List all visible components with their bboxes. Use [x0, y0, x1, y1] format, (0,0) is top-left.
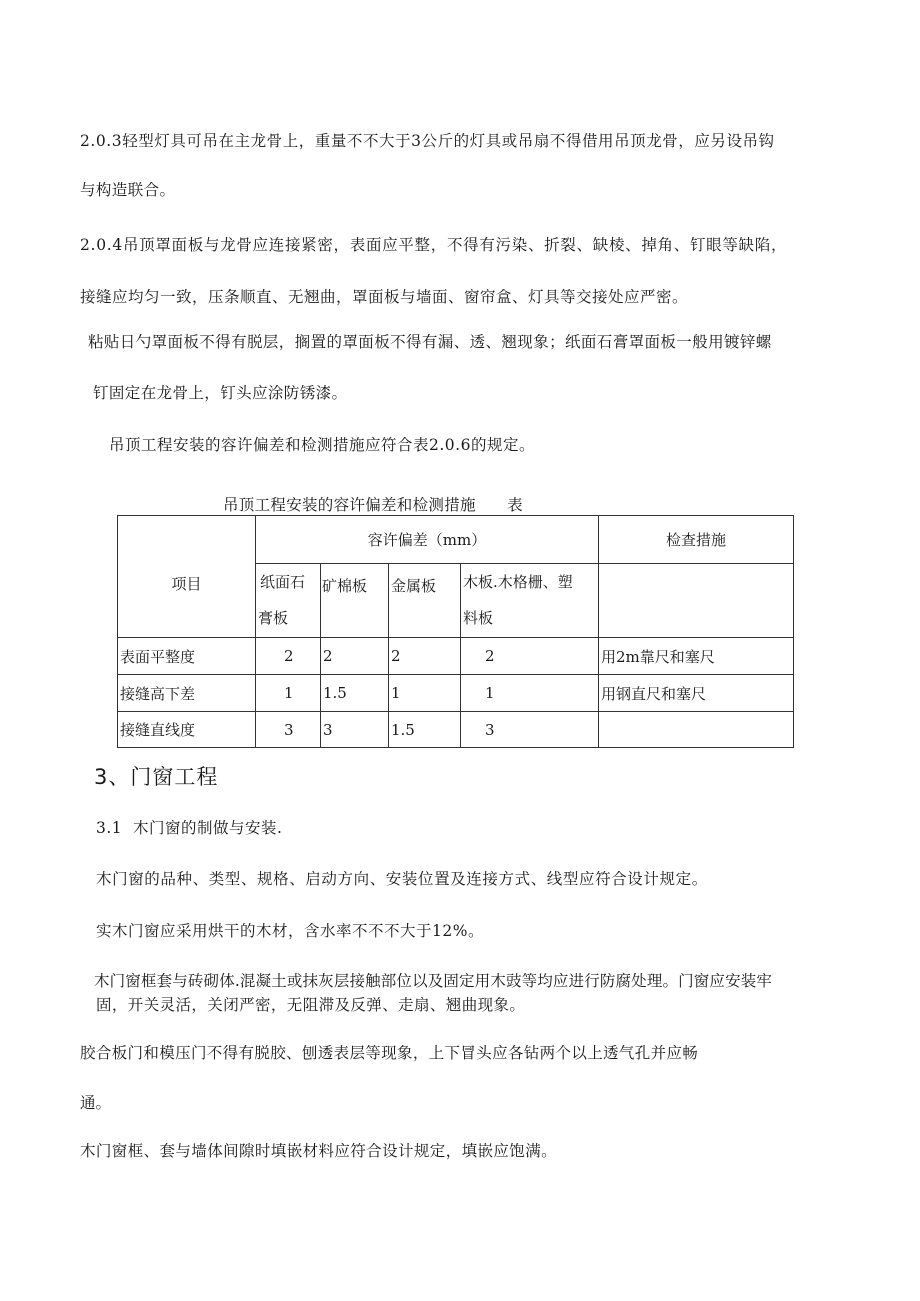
paragraph-2-0-3-line1: 2.0.3轻型灯具可吊在主龙骨上，重量不不大于3公斤的灯具或吊扇不得借用吊顶龙骨，应另设吊钩 — [80, 132, 775, 150]
row-item: 接缝直线度 — [118, 712, 256, 748]
table-caption: 吊顶工程安装的容许偏差和检测措施 表 — [223, 496, 523, 514]
row-value: 2 — [389, 638, 461, 675]
header-wood-plastic — [461, 564, 599, 638]
paragraph-table-ref: 吊顶工程安装的容许偏差和检测措施应符合表2.0.6的规定。 — [109, 436, 535, 454]
header-gypsum — [256, 564, 321, 638]
paragraph-plywood-door-line2: 通。 — [80, 1094, 112, 1112]
row-item: 接缝高下差 — [118, 675, 256, 712]
header-item: 项目 — [118, 516, 256, 638]
header-mineral-wool — [321, 564, 389, 638]
paragraph-fill-material: 木门窗框、套与墙体间隙时填嵌材料应符合设计规定，填嵌应饱满。 — [80, 1142, 558, 1160]
table-row — [118, 638, 794, 675]
row-value: 2 — [321, 638, 389, 675]
row-check: 用2m靠尺和塞尺 — [599, 638, 794, 675]
row-value: 3 — [461, 712, 599, 748]
row-item: 表面平整度 — [118, 638, 256, 675]
row-value: 3 — [321, 712, 389, 748]
row-value: 1 — [461, 675, 599, 712]
header-gypsum-l2: 膏板 — [258, 609, 289, 627]
paragraph-panel-line2: 钉固定在龙骨上，钉头应涂防锈漆。 — [93, 384, 348, 402]
section-3-title: 3、门窗工程 — [94, 765, 219, 789]
row-check — [599, 712, 794, 748]
row-value: 1 — [256, 675, 321, 712]
header-metal-label: 金属板 — [391, 577, 437, 595]
paragraph-anticorrosion-line2: 固，开关灵活，关闭严密，无阻滞及反弹、走扇、翘曲现象。 — [96, 996, 526, 1014]
row-check: 用钢直尺和塞尺 — [599, 675, 794, 712]
table-row — [118, 675, 794, 712]
row-value: 1.5 — [389, 712, 461, 748]
paragraph-2-0-4-line2: 接缝应均匀一致，压条顺直、无翘曲，罩面板与墙面、窗帘盒、灯具等交接处应严密。 — [80, 288, 689, 306]
header-tolerance: 容许偏差（mm） — [256, 516, 599, 564]
header-gypsum-l1: 纸面石 — [260, 573, 306, 591]
tolerance-table — [117, 515, 794, 748]
paragraph-plywood-door-line1: 胶合板门和模压门不得有脱胶、刨透表层等现象，上下冒头应各钻两个以上透气孔并应畅 — [80, 1044, 699, 1062]
paragraph-wood-door-types: 木门窗的品种、类型、规格、启动方向、安装位置及连接方式、线型应符合设计规定。 — [96, 870, 708, 888]
row-value: 2 — [256, 638, 321, 675]
section-3-1-title: 3.1 木门窗的制做与安装. — [96, 819, 283, 837]
row-value: 1 — [389, 675, 461, 712]
paragraph-2-0-4-line1: 2.0.4吊顶罩面板与龙骨应连接紧密，表面应平整，不得有污染、折裂、缺棱、掉角、钉眼等缺陷， — [80, 236, 788, 254]
table-row — [118, 712, 794, 748]
paragraph-panel-line1: 粘贴日勺罩面板不得有脱层，搁置的罩面板不得有漏、透、翘现象；纸面石膏罩面板一般用镀锌螺 — [88, 333, 772, 351]
header-wood-plastic-l2: 料板 — [463, 609, 494, 627]
paragraph-anticorrosion-line1: 木门窗框套与砖砌体.混凝土或抹灰层接触部位以及固定用木豉等均应进行防腐处理。门窗应安装牢 — [94, 972, 773, 990]
row-value: 3 — [256, 712, 321, 748]
row-value: 1.5 — [321, 675, 389, 712]
header-check: 检查措施 — [599, 516, 794, 564]
header-mineral-wool-label: 矿棉板 — [322, 577, 368, 595]
header-metal — [389, 564, 461, 638]
header-check-blank — [599, 564, 794, 638]
row-value: 2 — [461, 638, 599, 675]
paragraph-2-0-3-line2: 与构造联合。 — [80, 181, 176, 199]
header-wood-plastic-l1: 木板.木格栅、塑 — [463, 573, 573, 591]
paragraph-moisture: 实木门窗应采用烘干的木材，含水率不不不大于12%。 — [96, 922, 484, 940]
